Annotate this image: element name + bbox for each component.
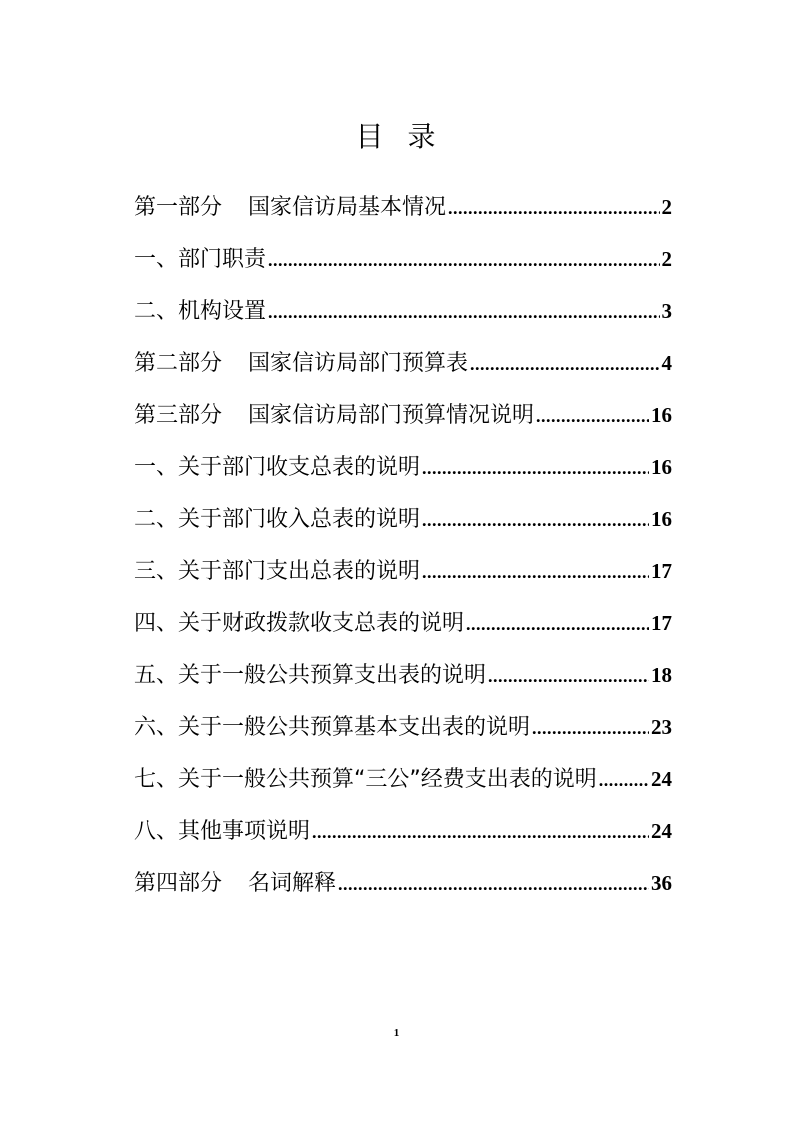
toc-dot-leader xyxy=(422,494,649,546)
toc-page-number: 2 xyxy=(661,195,672,219)
toc-part-prefix: 第三部分 xyxy=(134,403,223,428)
toc-entry-label: 一、部门职责 xyxy=(134,247,267,272)
title-char-2: 录 xyxy=(407,120,438,153)
toc-page-number: 17 xyxy=(651,611,672,635)
toc-entry-label: 二、关于部门收入总表的说明 xyxy=(134,507,421,532)
table-of-contents xyxy=(134,181,672,909)
toc-dot-leader xyxy=(470,338,659,390)
toc-dot-leader xyxy=(422,546,649,598)
toc-dot-leader xyxy=(268,286,659,338)
toc-page-number: 23 xyxy=(651,715,672,739)
toc-page-number: 18 xyxy=(651,663,672,687)
toc-page-number: 16 xyxy=(651,455,672,479)
toc-entry-label: 八、其他事项说明 xyxy=(134,819,311,844)
toc-entry-label xyxy=(134,338,468,390)
toc-page-number: 16 xyxy=(651,507,672,531)
toc-entry-organization[interactable] xyxy=(134,285,672,337)
toc-entry-label: 三、关于部门支出总表的说明 xyxy=(134,559,421,584)
toc-entry-text: 国家信访局部门预算情况说明 xyxy=(248,403,535,428)
toc-entry-text: 名词解释 xyxy=(248,871,337,896)
toc-entry-text: 国家信访局部门预算表 xyxy=(248,351,469,376)
toc-part-prefix: 第二部分 xyxy=(134,351,223,376)
toc-page-number: 4 xyxy=(661,351,672,375)
toc-page-number: 2 xyxy=(661,247,672,271)
toc-entry-part-4[interactable] xyxy=(134,857,672,909)
toc-page-number: 24 xyxy=(651,819,672,843)
toc-entry-income-expense-summary[interactable] xyxy=(134,441,672,493)
title-char-1: 目 xyxy=(355,120,386,153)
toc-page-number: 3 xyxy=(661,299,672,323)
toc-dot-leader xyxy=(448,182,659,234)
toc-entry-department-duties[interactable] xyxy=(134,233,672,285)
toc-dot-leader xyxy=(338,858,649,910)
toc-dot-leader xyxy=(536,390,649,442)
toc-dot-leader xyxy=(599,754,649,806)
toc-entry-label: 五、关于一般公共预算支出表的说明 xyxy=(134,663,487,688)
toc-entry-label: 一、关于部门收支总表的说明 xyxy=(134,455,421,480)
toc-entry-income-summary[interactable] xyxy=(134,493,672,545)
toc-page-number: 16 xyxy=(651,403,672,427)
toc-dot-leader xyxy=(466,598,649,650)
toc-dot-leader xyxy=(532,702,649,754)
toc-page-number: 36 xyxy=(651,871,672,895)
toc-entry-basic-expenditure[interactable] xyxy=(134,701,672,753)
toc-entry-other-matters[interactable] xyxy=(134,805,672,857)
toc-entry-label xyxy=(134,182,446,234)
toc-entry-label xyxy=(134,390,534,442)
toc-dot-leader xyxy=(312,806,649,858)
toc-entry-part-2[interactable] xyxy=(134,337,672,389)
toc-entry-label: 二、机构设置 xyxy=(134,299,267,324)
page-title xyxy=(0,117,793,157)
toc-dot-leader xyxy=(422,442,649,494)
toc-entry-general-public-budget[interactable] xyxy=(134,649,672,701)
toc-entry-label: 六、关于一般公共预算基本支出表的说明 xyxy=(134,715,531,740)
toc-entry-part-3[interactable] xyxy=(134,389,672,441)
toc-dot-leader xyxy=(268,234,659,286)
toc-part-prefix: 第一部分 xyxy=(134,195,223,220)
toc-part-prefix: 第四部分 xyxy=(134,871,223,896)
toc-entry-label: 四、关于财政拨款收支总表的说明 xyxy=(134,611,465,636)
toc-entry-label: 七、关于一般公共预算“三公”经费支出表的说明 xyxy=(134,767,597,792)
toc-entry-text: 国家信访局基本情况 xyxy=(248,195,447,220)
toc-entry-expense-summary[interactable] xyxy=(134,545,672,597)
toc-entry-fiscal-appropriation[interactable] xyxy=(134,597,672,649)
toc-entry-three-public-expenses[interactable] xyxy=(134,753,672,805)
toc-entry-label xyxy=(134,858,336,910)
toc-entry-part-1[interactable] xyxy=(134,181,672,233)
toc-dot-leader xyxy=(488,650,649,702)
page-number: 1 xyxy=(393,1027,400,1039)
toc-page-number: 17 xyxy=(651,559,672,583)
toc-page-number: 24 xyxy=(651,767,672,791)
